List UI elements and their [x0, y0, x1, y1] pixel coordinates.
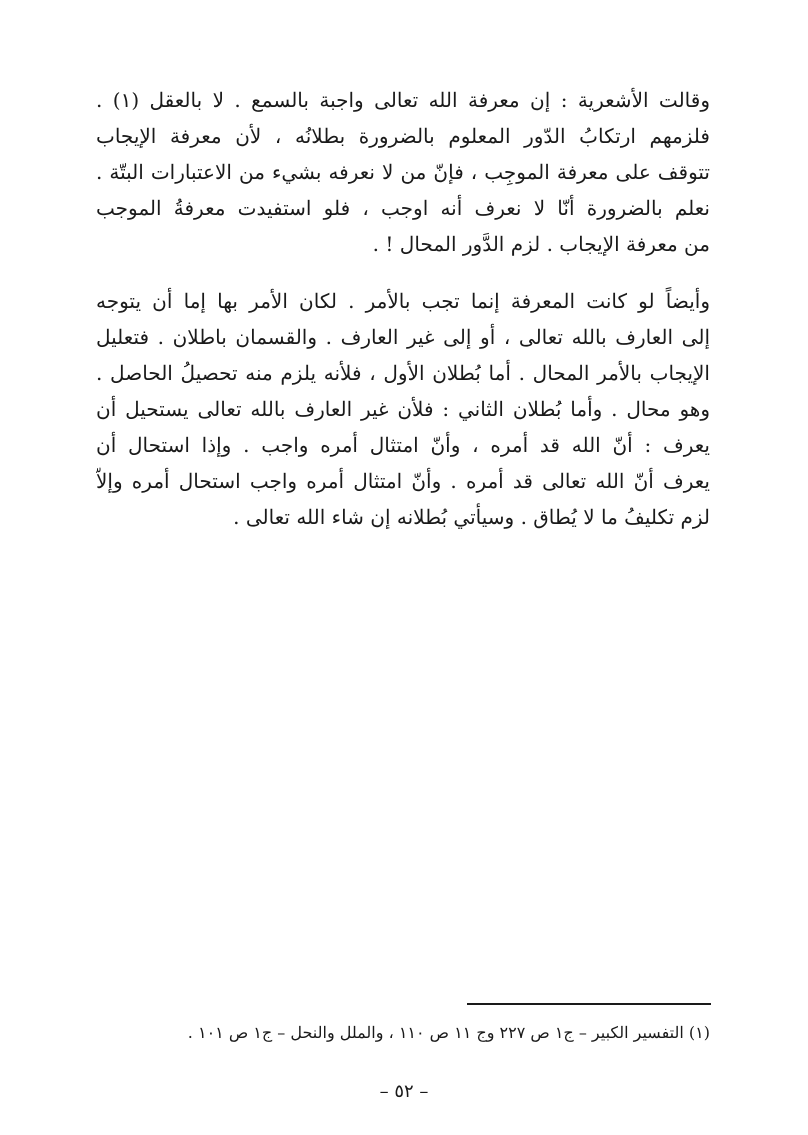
- text-line: لزم تكليفُ ما لا يُطاق . وسيأتي بُطلانه إن شاء الله تعالى .: [233, 505, 710, 529]
- text-line: وهو محال . وأما بُطلان الثاني : فلأن غير العارف بالله تعالى يستحيل أن: [96, 397, 710, 421]
- footnote-divider: [467, 1003, 711, 1005]
- paragraph-ashariyya-claim: [96, 82, 710, 262]
- text-line: نعلم بالضرورة أنّا لا نعرف أنه اوجب ، فلو استفيدت معرفةُ الموجب: [96, 196, 710, 220]
- text-line: يعرف : أنّ الله قد أمره ، وأنّ امتثال أمره واجب . وإذا استحال أن: [96, 433, 710, 457]
- text-line: إلى العارف بالله تعالى ، أو إلى غير العارف . والقسمان باطلان . فتعليل: [96, 325, 710, 349]
- text-line: وأيضاً لو كانت المعرفة إنما تجب بالأمر . لكان الأمر بها إما أن يتوجه: [96, 289, 710, 313]
- footnote: (١) التفسير الكبير – ج١ ص ٢٢٧ وج ١١ ص ١١٠ ، والملل والنحل – ج١ ص ١٠١ .: [187, 1023, 710, 1042]
- text-line: الإيجاب بالأمر المحال . أما بُطلان الأول ، فلأنه يلزم منه تحصيلُ الحاصل .: [96, 361, 710, 385]
- text-line: وقالت الأشعرية : إن معرفة الله تعالى واجبة بالسمع . لا بالعقل (١) .: [96, 88, 710, 112]
- text-line: تتوقف على معرفة الموجِب ، فإنّ من لا نعرفه بشيء من الاعتبارات البتّة .: [96, 160, 710, 184]
- paragraph-command-argument: [96, 283, 710, 535]
- text-line: من معرفة الإيجاب . لزم الدَّور المحال ! .: [372, 232, 710, 256]
- text-line: يعرف أنّ الله تعالى قد أمره . وأنّ امتثال أمره واجب استحال أمره وإلاّ: [96, 469, 710, 493]
- page-number: – ٥٢ –: [379, 1081, 429, 1102]
- text-line: فلزمهم ارتكابُ الدّور المعلوم بالضرورة بطلانُه ، لأن معرفة الإيجاب: [96, 124, 710, 148]
